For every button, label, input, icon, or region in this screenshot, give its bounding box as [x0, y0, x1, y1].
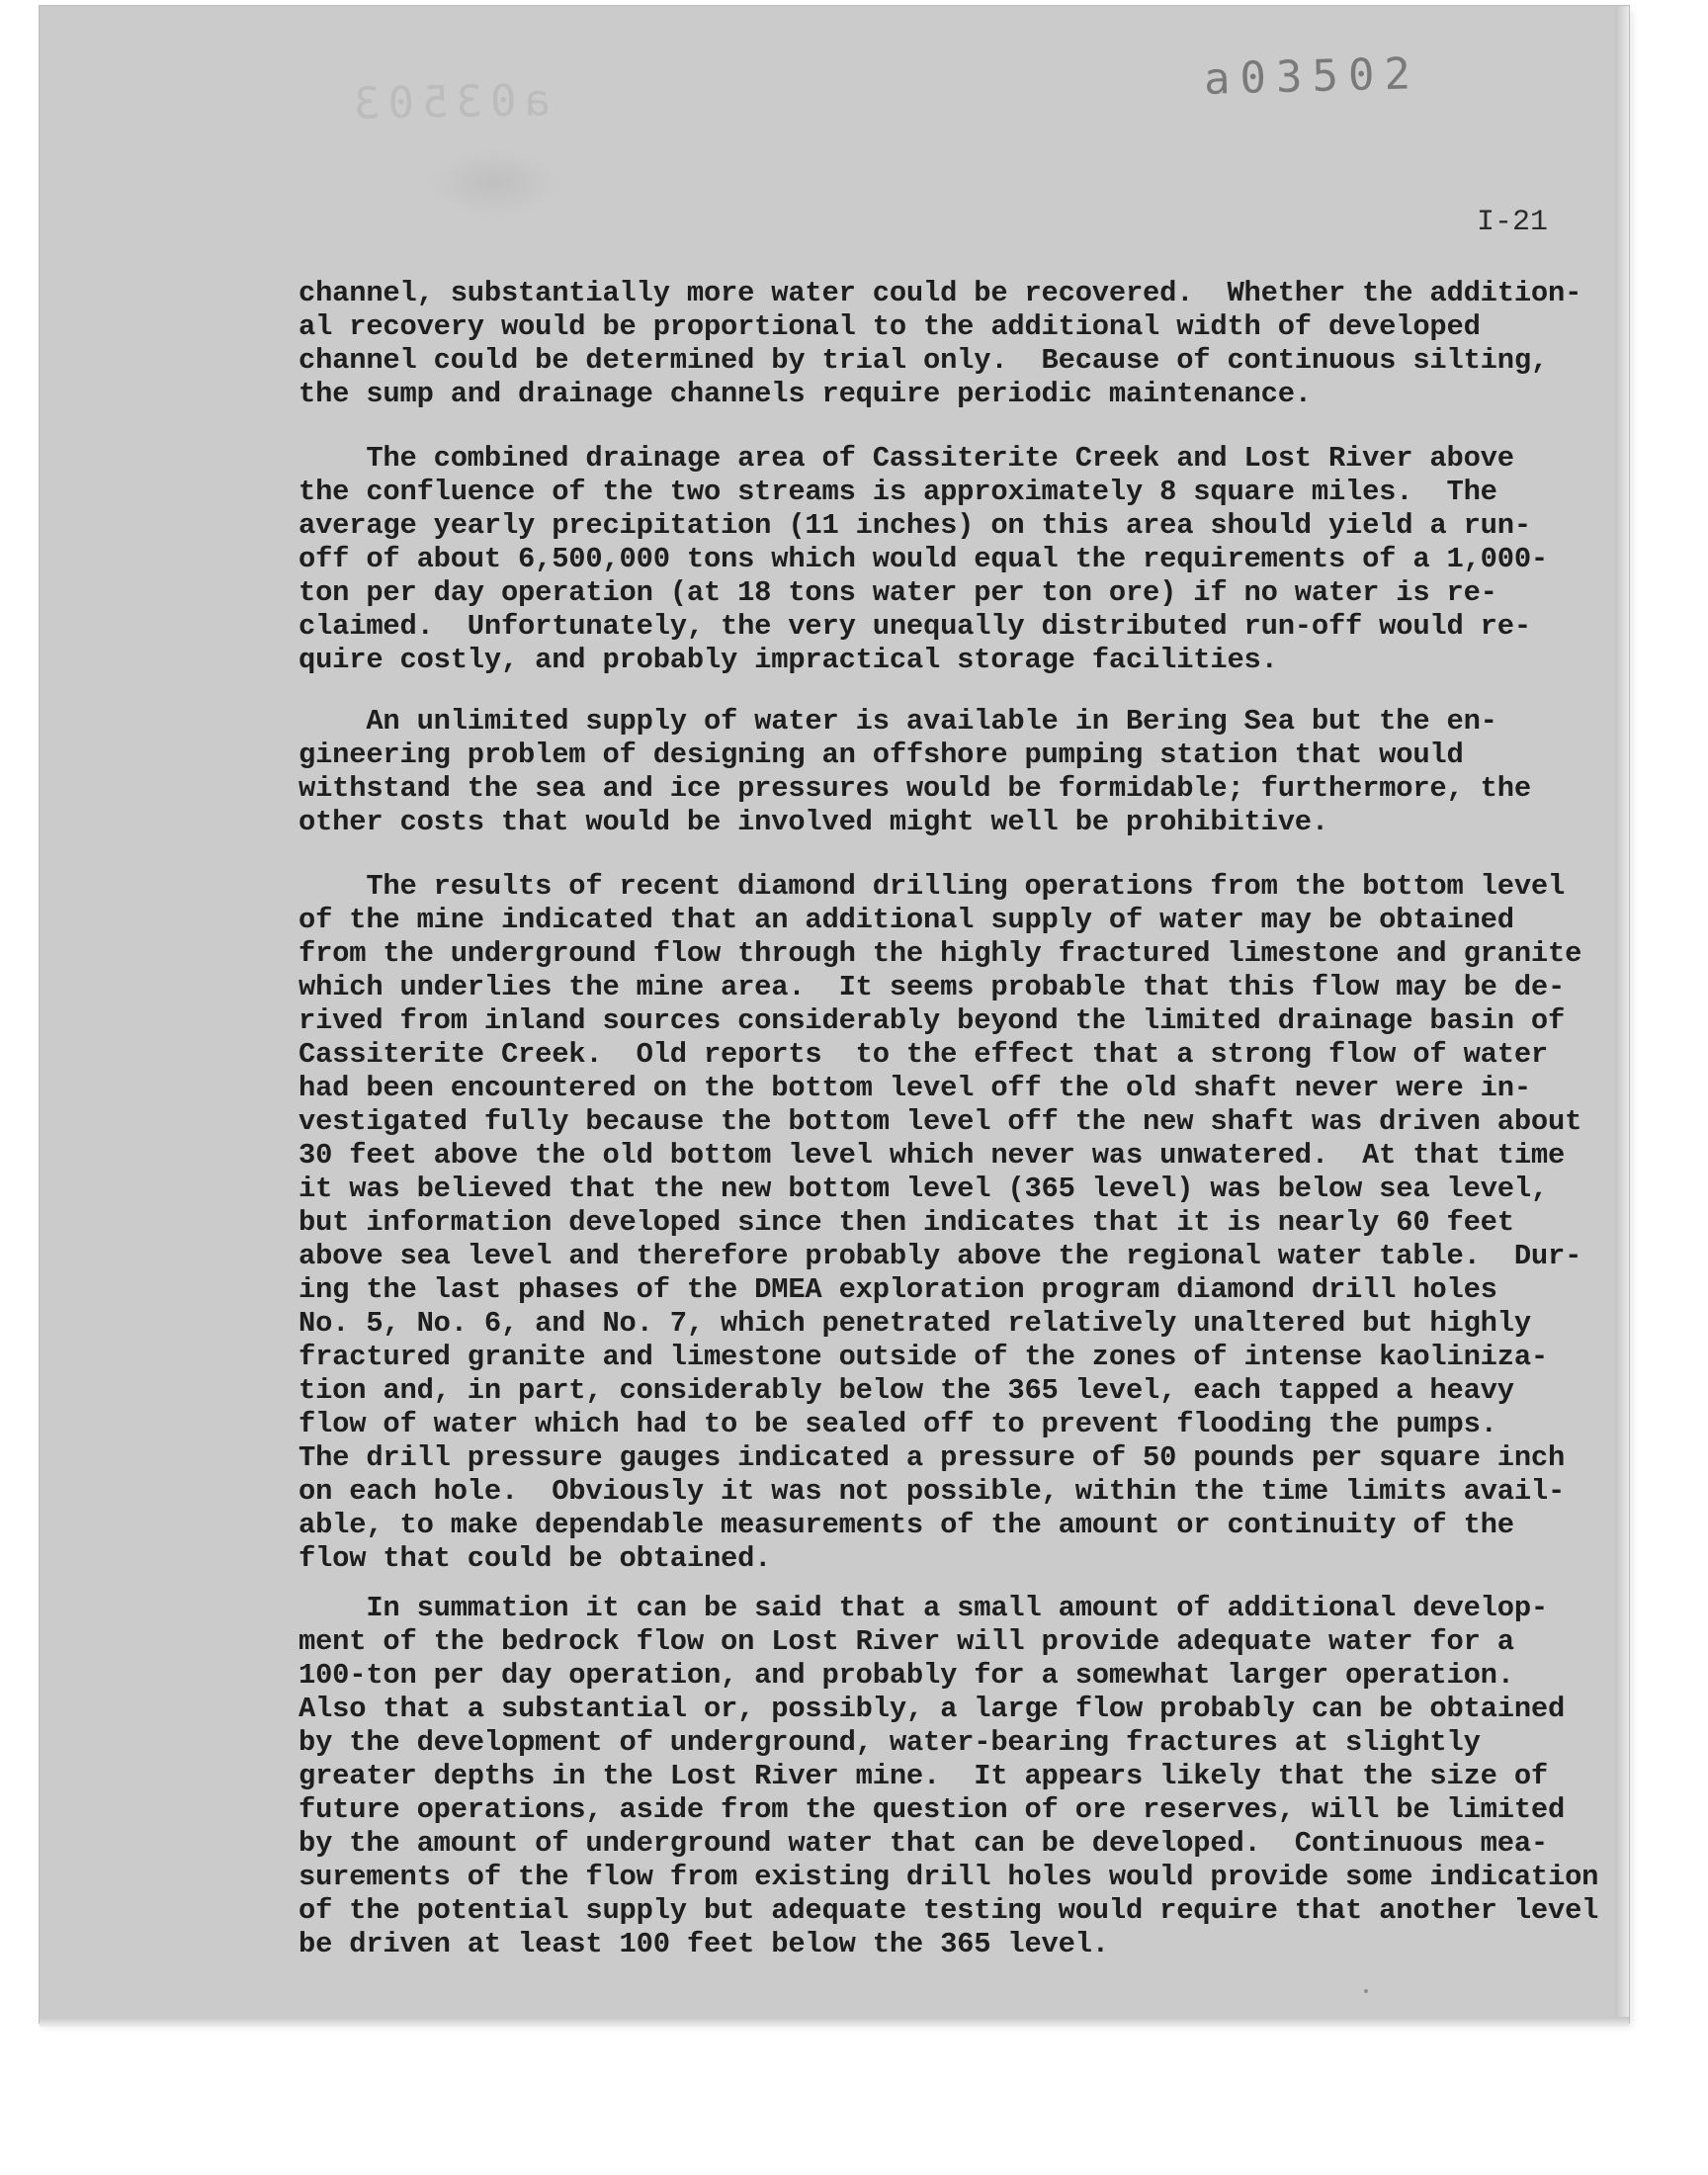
text-line: An unlimited supply of water is available in Bering Sea but the en- [299, 705, 1497, 738]
text-line: the confluence of the two streams is approximately 8 square miles. The [299, 476, 1497, 508]
bleed-through-smudge [430, 148, 558, 218]
text-line: flow that could be obtained. [299, 1542, 772, 1575]
text-line: No. 5, No. 6, and No. 7, which penetrated relatively unaltered but highly [299, 1307, 1531, 1340]
text-line: The drill pressure gauges indicated a pressure of 50 pounds per square inch [299, 1441, 1566, 1474]
text-line: rived from inland sources considerably beyond the limited drainage basin of [299, 1004, 1566, 1037]
text-line: 100-ton per day operation, and probably for a somewhat larger operation. [299, 1659, 1514, 1692]
text-line: quire costly, and probably impractical storage facilities. [299, 644, 1278, 676]
text-line: be driven at least 100 feet below the 365 level. [299, 1928, 1109, 1960]
paragraph-2 [299, 442, 1603, 677]
text-line: but information developed since then indicates that it is nearly 60 feet [299, 1206, 1514, 1239]
text-line: of the mine indicated that an additional supply of water may be obtained [299, 904, 1514, 936]
text-line: ton per day operation (at 18 tons water per ton ore) if no water is re- [299, 576, 1497, 609]
text-line: from the underground flow through the highly fractured limestone and granite [299, 937, 1582, 970]
document-stamp-number: a03502 [1203, 48, 1421, 105]
scan-speck [1364, 1989, 1368, 1993]
text-line: greater depths in the Lost River mine. It appears likely that the size of [299, 1760, 1548, 1792]
text-line: above sea level and therefore probably above the regional water table. Dur- [299, 1240, 1582, 1272]
text-line: had been encountered on the bottom level off the old shaft never were in- [299, 1072, 1531, 1104]
text-line: off of about 6,500,000 tons which would equal the requirements of a 1,000- [299, 543, 1548, 575]
page-edge-shadow [1615, 6, 1629, 2023]
paragraph-1 [299, 277, 1603, 411]
text-line: The combined drainage area of Cassiterite Creek and Lost River above [299, 442, 1514, 475]
text-line: The results of recent diamond drilling operations from the bottom level [299, 870, 1566, 903]
text-line: tion and, in part, considerably below the 365 level, each tapped a heavy [299, 1374, 1514, 1407]
page-bottom-edge [40, 2017, 1629, 2027]
text-line: gineering problem of designing an offshore pumping station that would [299, 739, 1464, 771]
text-line: channel could be determined by trial only. Because of continuous silting, [299, 344, 1548, 377]
paragraph-4 [299, 870, 1603, 1576]
text-line: on each hole. Obviously it was not possible, within the time limits avail- [299, 1475, 1566, 1508]
text-line: future operations, aside from the question of ore reserves, will be limited [299, 1793, 1566, 1826]
text-line: Cassiterite Creek. Old reports to the effect that a strong flow of water [299, 1038, 1548, 1071]
text-line: other costs that would be involved might well be prohibitive. [299, 806, 1328, 838]
page-number: I-21 [1477, 206, 1549, 239]
text-line: claimed. Unfortunately, the very unequally distributed run-off would re- [299, 610, 1531, 643]
text-line: vestigated fully because the bottom level off the new shaft was driven about [299, 1105, 1582, 1138]
text-line: channel, substantially more water could be recovered. Whether the addition- [299, 277, 1582, 309]
text-line: able, to make dependable measurements of the amount or continuity of the [299, 1509, 1514, 1541]
text-line: ing the last phases of the DMEA exploration program diamond drill holes [299, 1273, 1497, 1306]
text-line: by the development of underground, water-bearing fractures at slightly [299, 1726, 1481, 1759]
text-line: al recovery would be proportional to the additional width of developed [299, 310, 1481, 343]
text-line: In summation it can be said that a small amount of additional develop- [299, 1592, 1548, 1624]
text-line: of the potential supply but adequate testing would require that another level [299, 1894, 1599, 1927]
text-line: by the amount of underground water that can be developed. Continuous mea- [299, 1827, 1548, 1860]
paragraph-5 [299, 1592, 1603, 1961]
text-line: the sump and drainage channels require periodic maintenance. [299, 378, 1312, 410]
text-line: withstand the sea and ice pressures would be formidable; furthermore, the [299, 772, 1531, 805]
text-line: ment of the bedrock flow on Lost River will provide adequate water for a [299, 1625, 1514, 1658]
text-line: average yearly precipitation (11 inches) on this area should yield a run- [299, 509, 1531, 542]
text-line: flow of water which had to be sealed off to prevent flooding the pumps. [299, 1408, 1497, 1440]
text-line: fractured granite and limestone outside of the zones of intense kaoliniza- [299, 1341, 1548, 1373]
bleed-through-stamp: a03503 [345, 75, 552, 130]
text-line: which underlies the mine area. It seems probable that this flow may be de- [299, 971, 1566, 1003]
text-line: 30 feet above the old bottom level which never was unwatered. At that time [299, 1139, 1566, 1172]
text-line: surements of the flow from existing drill holes would provide some indication [299, 1861, 1599, 1893]
text-line: it was believed that the new bottom level (365 level) was below sea level, [299, 1173, 1548, 1205]
paragraph-3 [299, 705, 1603, 839]
text-line: Also that a substantial or, possibly, a large flow probably can be obtained [299, 1693, 1566, 1725]
